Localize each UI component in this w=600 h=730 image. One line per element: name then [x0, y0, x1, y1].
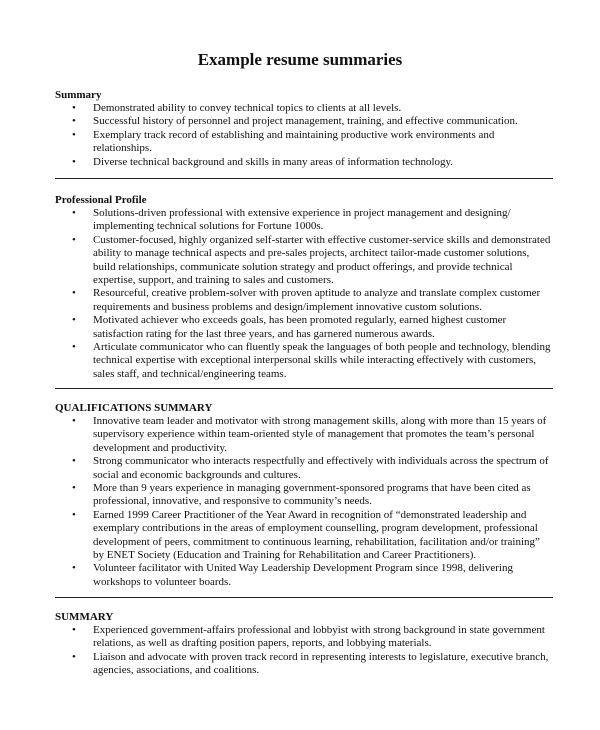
list-item-text: Exemplary track record of establishing and maintaining productive work environments and relationships. — [93, 128, 495, 155]
bullet-icon: • — [72, 314, 76, 327]
list-item — [55, 287, 553, 314]
section-summary — [55, 88, 553, 169]
list-item-text: More than 9 years experience in managing government-sponsored programs that have been cited as professional, innovative, and responsive to community’s needs. — [93, 482, 531, 508]
list-item-text: Resourceful, creative problem-solver with proven aptitude to analyze and translate complex customer requirements and business problems and design/implement innovative custom solutions. — [93, 287, 541, 313]
list-item-text: Liaison and advocate with proven track record in representing interests to legislature, executive branch, agencies, associations, and coalitions. — [93, 650, 549, 677]
section-professional-profile — [55, 193, 553, 381]
list-item-text: Solutions-driven professional with extensive experience in project management and designing/ implementing technical solutions for Fortune 1000s. — [93, 207, 511, 233]
section-heading: Professional Profile — [55, 194, 147, 206]
list-item — [55, 341, 553, 381]
list-item-text: Articulate communicator who can fluently speak the languages of both people and technology, blending technical expertise with exceptional interpersonal skills while interacting effectively with customers, sales staff, and technical/engineering teams. — [93, 341, 551, 380]
list-item — [55, 651, 553, 678]
list-item — [55, 509, 553, 563]
list-item — [55, 455, 553, 482]
bullet-icon: • — [72, 341, 76, 354]
list-item — [55, 624, 553, 651]
list-item — [55, 207, 553, 234]
bullet-list — [55, 207, 553, 381]
bullet-icon: • — [72, 482, 76, 495]
bullet-icon: • — [72, 207, 76, 219]
list-item-text: Experienced government-affairs professional and lobbyist with strong background in state government relations, as well as drafting position papers, reports, and lobbying materials. — [93, 624, 545, 650]
list-item-text: Motivated achiever who exceeds goals, has been promoted regularly, earned highest customer satisfaction rating for the last three years, and has garnered numerous awards. — [93, 314, 507, 340]
bullet-icon: • — [72, 415, 76, 427]
bullet-list — [55, 102, 553, 169]
bullet-list — [55, 415, 553, 589]
list-item — [55, 562, 553, 589]
bullet-icon: • — [72, 650, 76, 663]
list-item-text: Innovative team leader and motivator with strong management skills, along with more than 15 years of supervisory experience within team-oriented style of management that promotes the team’s personal development and productivity. — [93, 415, 547, 454]
section-heading: SUMMARY — [55, 611, 114, 623]
section-summary-2 — [55, 610, 553, 678]
bullet-icon: • — [72, 562, 76, 575]
list-item — [55, 482, 553, 509]
list-item — [55, 129, 553, 156]
list-item-text: Customer-focused, highly organized self-starter with effective customer-service skills and demonstrated ability to manage technical aspects and pre-sales projects, architect tailor-made customer solutions, build relationships, communicate solution strategy and product offerings, and provide technical expertise, support, and training to sales and customers. — [93, 233, 551, 287]
list-item-text: Earned 1999 Career Practitioner of the Year Award in recognition of “demonstrated leadership and exemplary contributions in the areas of employment counselling, program development, professional development of peers, commitment to continuous learning, rehabilitation, facilitation and/or training” by ENET Society (Education and Training for Rehabilitation and Career Practitioners). — [93, 508, 540, 562]
section-divider — [55, 597, 553, 598]
bullet-icon: • — [72, 287, 76, 300]
bullet-icon: • — [72, 115, 76, 128]
list-item-text: Strong communicator who interacts respectfully and effectively with individuals across the spectrum of social and economic backgrounds and cultures. — [93, 455, 549, 481]
list-item-text: Successful history of personnel and project management, training, and effective communication. — [93, 115, 518, 128]
bullet-icon: • — [72, 455, 76, 468]
list-item — [55, 415, 553, 455]
list-item-text: Diverse technical background and skills in many areas of information technology. — [93, 155, 454, 168]
bullet-icon: • — [72, 155, 76, 168]
section-divider — [55, 178, 553, 179]
section-heading: QUALIFICATIONS SUMMARY — [55, 402, 213, 414]
bullet-list — [55, 624, 553, 678]
section-heading: Summary — [55, 89, 102, 101]
bullet-icon: • — [72, 102, 76, 114]
bullet-icon: • — [72, 233, 76, 246]
section-qualifications-summary — [55, 401, 553, 589]
list-item-text: Demonstrated ability to convey technical topics to clients at all levels. — [93, 102, 402, 114]
list-item — [55, 102, 553, 115]
list-item — [55, 156, 553, 169]
bullet-icon: • — [72, 128, 76, 141]
list-item — [55, 314, 553, 341]
bullet-icon: • — [72, 508, 76, 521]
list-item-text: Volunteer facilitator with United Way Leadership Development Program since 1998, delivering workshops to volunteer boards. — [93, 562, 513, 588]
list-item — [55, 234, 553, 288]
bullet-icon: • — [72, 624, 76, 636]
list-item — [55, 115, 553, 128]
section-divider — [55, 388, 553, 389]
document-title: Example resume summaries — [197, 50, 403, 69]
